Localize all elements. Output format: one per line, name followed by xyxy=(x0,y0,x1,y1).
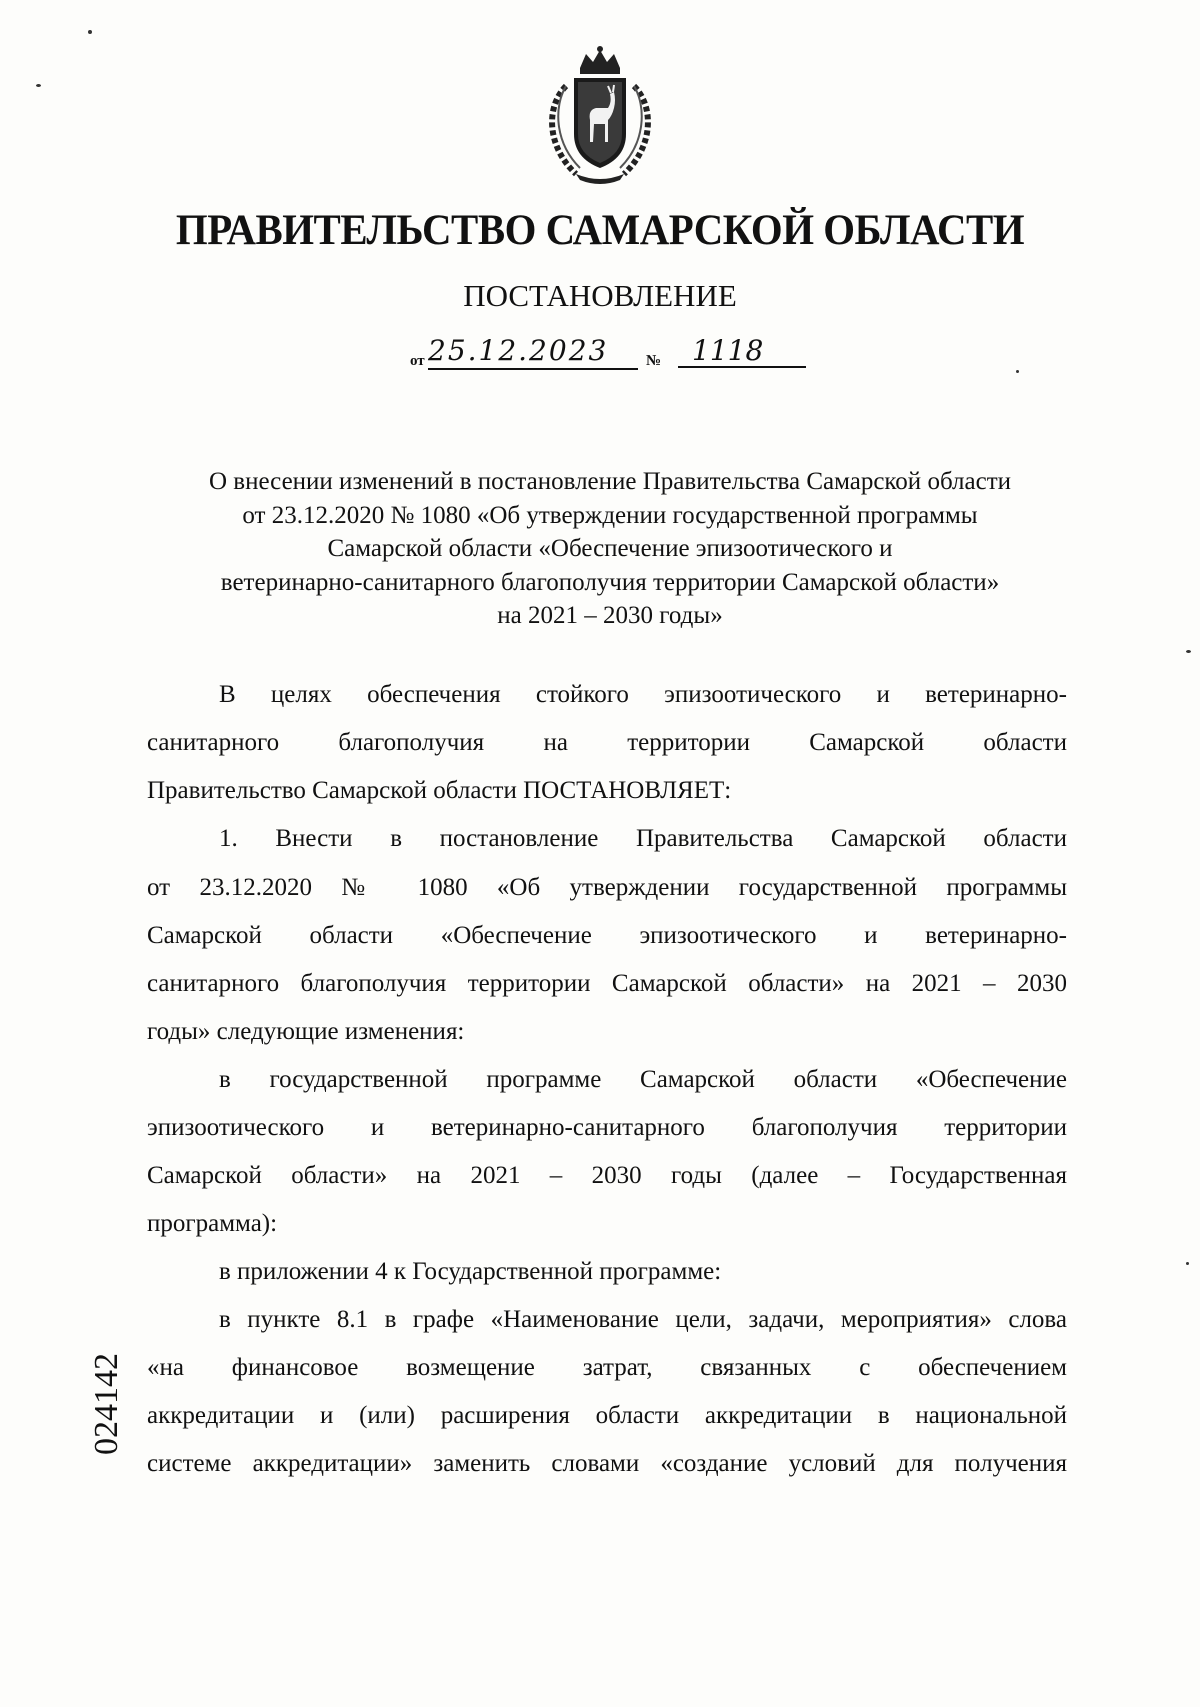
scan-speck xyxy=(1186,650,1191,653)
body-line: от 23.12.2020 № 1080 «Об утверждении государственной программы xyxy=(147,874,1067,901)
document-type: ПОСТАНОВЛЕНИЕ xyxy=(463,278,737,313)
scan-speck xyxy=(36,84,41,87)
scan-speck xyxy=(1186,1262,1189,1265)
body-line: «на финансовое возмещение затрат, связанных с обеспечением xyxy=(147,1354,1067,1381)
body-line: эпизоотического и ветеринарно-санитарного благополучия территории xyxy=(147,1114,1067,1141)
title-line: на 2021 – 2030 годы» xyxy=(497,602,723,629)
body-line: санитарного благополучия на территории Самарской области xyxy=(147,729,1067,756)
document-number: 1118 xyxy=(678,334,806,368)
document-date: 25.12.2023 xyxy=(428,334,638,370)
number-prefix: № xyxy=(646,353,662,369)
coat-of-arms-icon xyxy=(536,46,664,186)
title-line: Самарской области «Обеспечение эпизоотического и xyxy=(327,535,893,562)
body-line: Правительство Самарской области ПОСТАНОВЛЯЕТ: xyxy=(147,777,732,804)
body-line: Самарской области» на 2021 – 2030 годы (далее – Государственная xyxy=(147,1162,1067,1189)
body-line: в пункте 8.1 в графе «Наименование цели, задачи, мероприятия» слова xyxy=(219,1306,1067,1333)
scan-speck xyxy=(88,30,92,34)
body-line: программа): xyxy=(147,1210,278,1237)
body-line: аккредитации и (или) расширения области аккредитации в национальной xyxy=(147,1402,1067,1429)
organization-name: ПРАВИТЕЛЬСТВО САМАРСКОЙ ОБЛАСТИ xyxy=(175,207,1025,254)
body-line: Самарской области «Обеспечение эпизоотического и ветеринарно- xyxy=(147,922,1067,949)
body-line: годы» следующие изменения: xyxy=(147,1018,465,1045)
body-line: 1. Внести в постановление Правительства Самарской области xyxy=(219,825,1067,852)
document-title xyxy=(140,465,1080,633)
date-prefix: от xyxy=(410,353,425,369)
body-line: в государственной программе Самарской области «Обеспечение xyxy=(219,1066,1067,1093)
scan-speck xyxy=(1016,370,1019,373)
title-line: ветеринарно-санитарного благополучия территории Самарской области» xyxy=(220,568,1000,596)
title-line: от 23.12.2020 № 1080 «Об утверждении государственной программы xyxy=(242,501,978,529)
body-line: в приложении 4 к Государственной программе: xyxy=(219,1258,722,1285)
date-number-line xyxy=(410,334,810,378)
title-line: О внесении изменений в постановление Правительства Самарской области xyxy=(208,468,1012,495)
body-line: В целях обеспечения стойкого эпизоотического и ветеринарно- xyxy=(219,681,1067,708)
body-line: санитарного благополучия территории Самарской области» на 2021 – 2030 xyxy=(147,970,1067,997)
serial-number-stamp: 024142 xyxy=(88,1353,125,1455)
body-line: системе аккредитации» заменить словами «создание условий для получения xyxy=(147,1450,1067,1477)
